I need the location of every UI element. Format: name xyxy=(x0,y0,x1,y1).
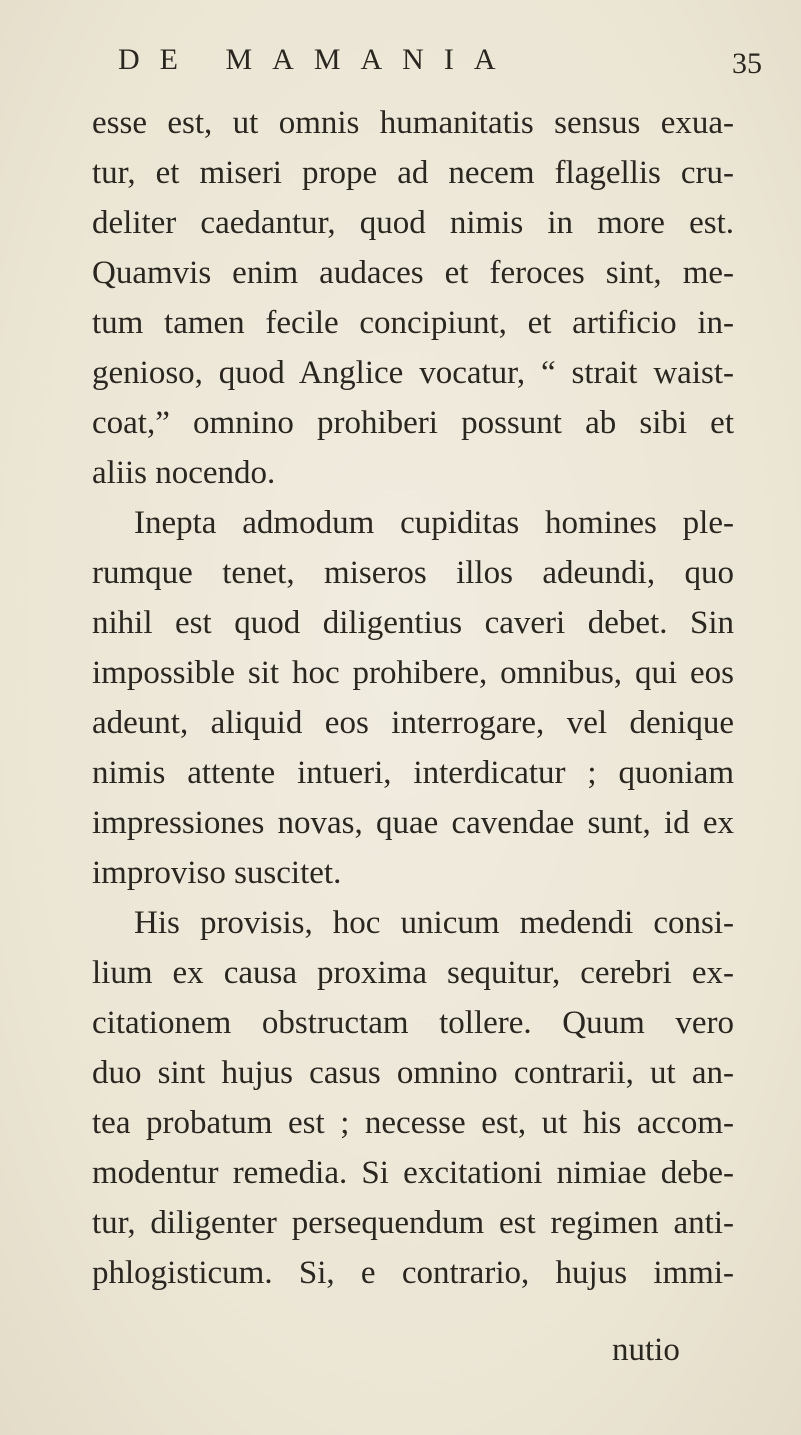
text-line: duo sint hujus casus omnino contrarii, ut an- xyxy=(92,1055,734,1091)
text-line: impressiones novas, quae cavendae sunt, id ex xyxy=(92,805,734,841)
running-head: DE MAMANIA xyxy=(118,43,516,76)
text-line: deliter caedantur, quod nimis in more est. xyxy=(92,205,734,241)
text-line: improviso suscitet. xyxy=(92,855,342,891)
text-line: tea probatum est ; necesse est, ut his accom- xyxy=(92,1105,734,1141)
text-line: adeunt, aliquid eos interrogare, vel denique xyxy=(92,705,734,741)
text-line: nihil est quod diligentius caveri debet. Sin xyxy=(92,605,734,641)
page-number: 35 xyxy=(732,47,762,80)
text-line: tum tamen fecile concipiunt, et artificio in- xyxy=(92,305,734,341)
text-line: esse est, ut omnis humanitatis sensus exua- xyxy=(92,105,734,141)
text-line: tur, et miseri prope ad necem flagellis cru- xyxy=(92,155,734,191)
text-line: Quamvis enim audaces et feroces sint, me- xyxy=(92,255,734,291)
catchword: nutio xyxy=(612,1332,680,1368)
text-line: coat,” omnino prohiberi possunt ab sibi et xyxy=(92,405,734,441)
text-line: rumque tenet, miseros illos adeundi, quo xyxy=(92,555,734,591)
text-line: impossible sit hoc prohibere, omnibus, qui eos xyxy=(92,655,734,691)
body-text xyxy=(92,98,734,1298)
text-line: nimis attente intueri, interdicatur ; quoniam xyxy=(92,755,734,791)
text-line: genioso, quod Anglice vocatur, “ strait waist- xyxy=(92,355,734,391)
text-line: phlogisticum. Si, e contrario, hujus immi- xyxy=(92,1255,734,1291)
text-line: lium ex causa proxima sequitur, cerebri ex- xyxy=(92,955,734,991)
text-line: modentur remedia. Si excitationi nimiae debe- xyxy=(92,1155,734,1191)
text-line: Inepta admodum cupiditas homines ple- xyxy=(134,505,734,541)
text-line: tur, diligenter persequendum est regimen anti- xyxy=(92,1205,734,1241)
text-line: citationem obstructam tollere. Quum vero xyxy=(92,1005,734,1041)
text-line: His provisis, hoc unicum medendi consi- xyxy=(134,905,734,941)
text-line: aliis nocendo. xyxy=(92,455,276,491)
